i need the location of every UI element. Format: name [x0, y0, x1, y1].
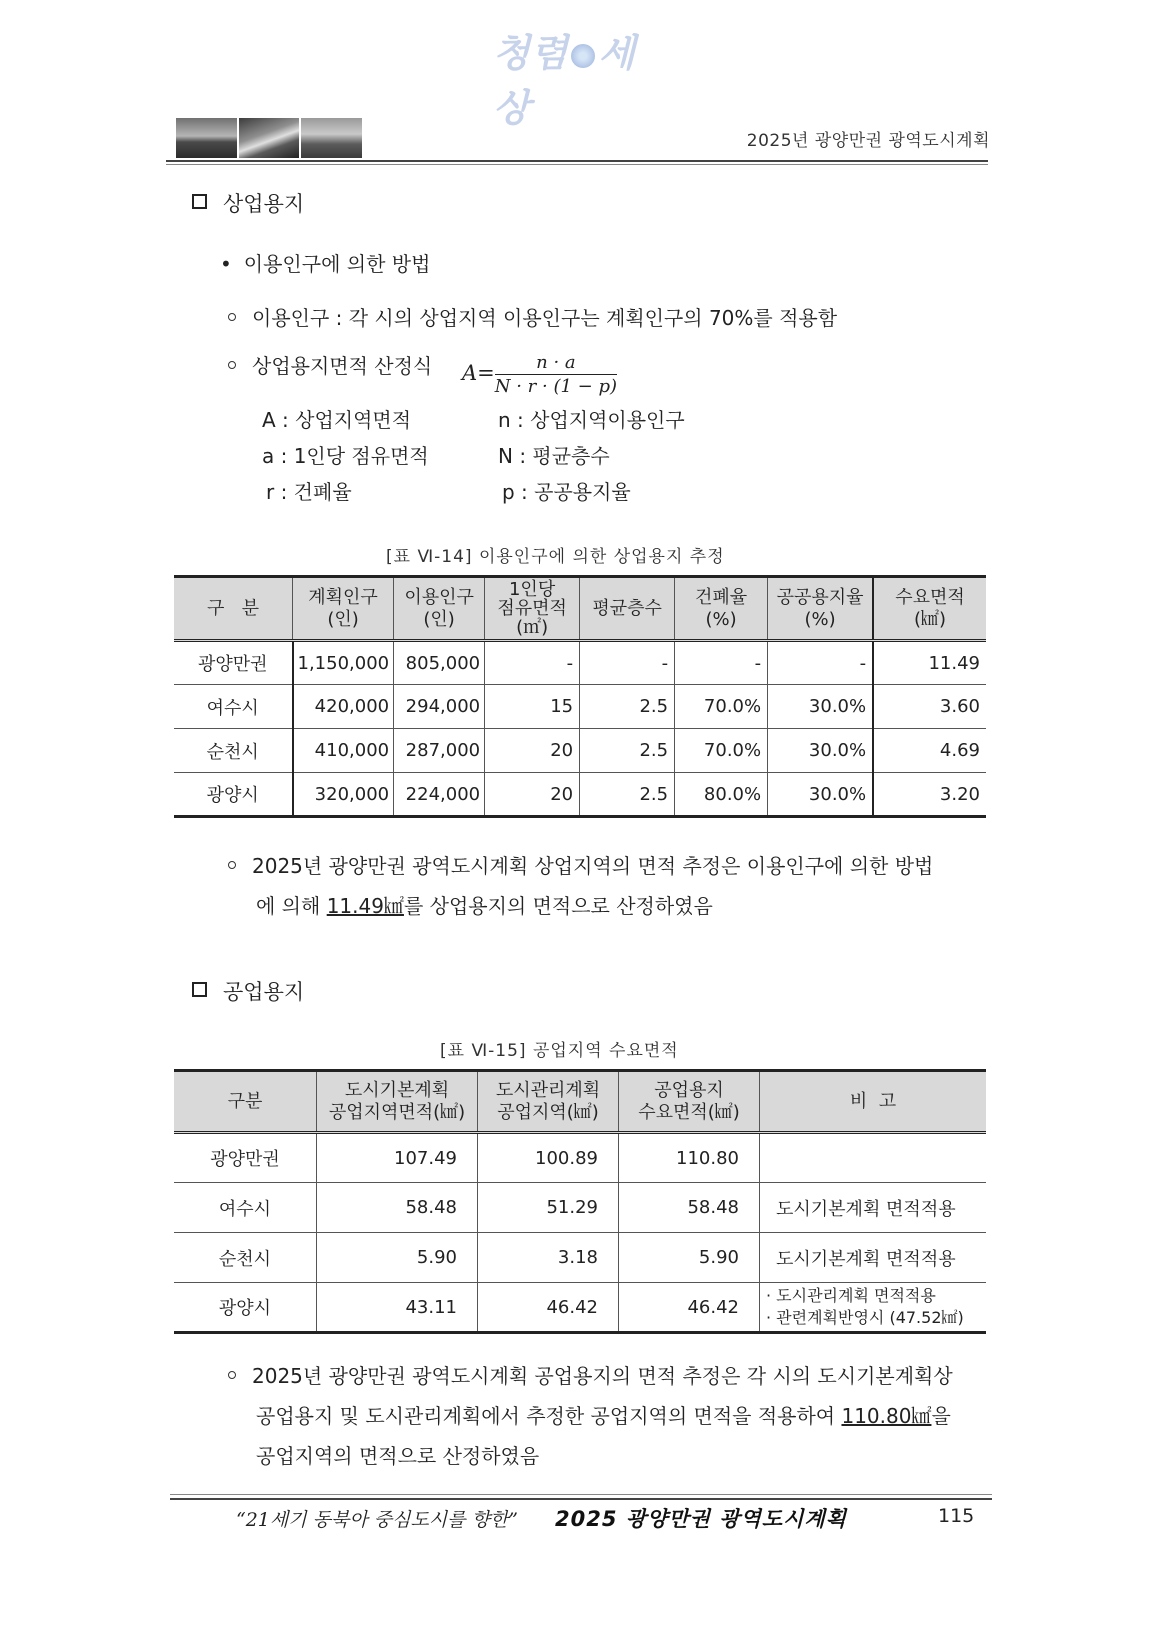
circle-bullet-icon — [228, 861, 236, 869]
cell: 3.60 — [873, 685, 986, 729]
area-formula — [462, 352, 617, 397]
cleanworld-logo — [493, 22, 657, 130]
item-formula-label: 상업용지면적 산정식 — [228, 346, 432, 386]
col-header-plan-pop: 계획인구 (인) — [293, 577, 394, 641]
cell: 광양만권 — [174, 641, 293, 685]
industrial-result-value: 110.80㎢ — [841, 1404, 932, 1428]
cell: 46.42 — [478, 1283, 619, 1333]
checkbox-square-icon — [192, 982, 207, 997]
footer-quote: “21세기 동북아 중심도시를 향한” — [236, 1509, 518, 1531]
section-heading-industrial: 공업용지 — [192, 976, 304, 1006]
circle-bullet-icon — [228, 361, 236, 369]
def-right-2: p : 공공용지율 — [502, 480, 631, 504]
footer-rule-thin — [170, 1494, 992, 1495]
cell: 224,000 — [394, 773, 485, 817]
cell: 광양시 — [174, 773, 293, 817]
cell: 58.48 — [619, 1183, 760, 1233]
industrial-conclusion: 2025년 광양만권 광역도시계획 공업용지의 면적 추정은 각 시의 도시기본계획상 공업용지 및 도시관리계획에서 추정한 공업지역의 면적을 적용하여 110.80㎢을 공업지역의 면적으로 산정하였음 — [228, 1356, 998, 1476]
cell: - — [485, 641, 580, 685]
cell: 15 — [485, 685, 580, 729]
cell: 3.20 — [873, 773, 986, 817]
commercial-table — [174, 575, 986, 818]
cell: 도시기본계획 면적적용 — [760, 1233, 987, 1283]
logo-circle-icon — [571, 44, 595, 68]
cell: - — [768, 641, 874, 685]
cell: 순천시 — [174, 729, 293, 773]
cell: 30.0% — [768, 729, 874, 773]
commercial-result-value: 11.49㎢ — [326, 894, 404, 918]
cell: 43.11 — [317, 1283, 478, 1333]
table-row — [174, 1183, 986, 1233]
cell: 2.5 — [580, 729, 675, 773]
header-photos — [176, 118, 362, 158]
cell: 순천시 — [174, 1233, 317, 1283]
industrial-table — [174, 1069, 986, 1334]
cell: 420,000 — [293, 685, 394, 729]
cell: 2.5 — [580, 773, 675, 817]
header-title: 2025년 광양만권 광역도시계획 — [746, 131, 990, 151]
col-header-public-ratio: 공공용지율 (%) — [768, 577, 874, 641]
col-header-demand-area: 수요면적 (㎢) — [873, 577, 986, 641]
cell: 30.0% — [768, 685, 874, 729]
table-header-row — [174, 577, 986, 641]
bullet-dot-icon: • — [220, 252, 232, 276]
landscape-photo-1 — [176, 118, 237, 158]
def-left-1: a : 1인당 점유면적 — [262, 444, 429, 468]
table-caption-commercial: [표 Ⅵ-14] 이용인구에 의한 상업용지 추정 — [386, 547, 725, 567]
cell: 도시기본계획 면적적용 — [760, 1183, 987, 1233]
cell: 805,000 — [394, 641, 485, 685]
table-row — [174, 729, 986, 773]
cell: 5.90 — [619, 1233, 760, 1283]
cell — [760, 1133, 987, 1183]
circle-bullet-icon — [228, 313, 236, 321]
col-header-remarks: 비 고 — [760, 1071, 987, 1133]
cell: 287,000 — [394, 729, 485, 773]
formula-numerator: n · a — [495, 352, 617, 375]
cell: 여수시 — [174, 685, 293, 729]
cell: 11.49 — [873, 641, 986, 685]
cell: 51.29 — [478, 1183, 619, 1233]
circle-bullet-icon — [228, 1371, 236, 1379]
landscape-photo-2 — [239, 118, 300, 158]
checkbox-square-icon — [192, 194, 207, 209]
col-header-basic-plan-area: 도시기본계획 공업지역면적(㎢) — [317, 1071, 478, 1133]
cell: 5.90 — [317, 1233, 478, 1283]
cell: - — [580, 641, 675, 685]
cell: 320,000 — [293, 773, 394, 817]
col-header-demand-area: 공업용지 수요면적(㎢) — [619, 1071, 760, 1133]
header-rule — [166, 160, 988, 162]
cell: 광양만권 — [174, 1133, 317, 1183]
cell: 70.0% — [675, 685, 768, 729]
page-number: 115 — [938, 1505, 975, 1527]
col-header-area-per-person: 1인당 점유면적 (㎡) — [485, 577, 580, 641]
cell: 294,000 — [394, 685, 485, 729]
def-right-0: n : 상업지역이용인구 — [498, 408, 685, 432]
cell: 3.18 — [478, 1233, 619, 1283]
cell: 70.0% — [675, 729, 768, 773]
cell: 46.42 — [619, 1283, 760, 1333]
cell: 4.69 — [873, 729, 986, 773]
cell: 410,000 — [293, 729, 394, 773]
logo-text-right: 세상 — [493, 31, 637, 130]
col-header-coverage: 건폐율 (%) — [675, 577, 768, 641]
table-row — [174, 1283, 986, 1333]
col-header-category: 구분 — [174, 1071, 317, 1133]
table-row — [174, 1133, 986, 1183]
col-header-avg-floors: 평균층수 — [580, 577, 675, 641]
cell: - — [675, 641, 768, 685]
cell: 1,150,000 — [293, 641, 394, 685]
cell: 20 — [485, 773, 580, 817]
footer-rule — [170, 1498, 992, 1500]
header-rule-thin — [166, 164, 988, 165]
col-header-category: 구 분 — [174, 577, 293, 641]
col-header-use-pop: 이용인구 (인) — [394, 577, 485, 641]
table-caption-industrial: [표 Ⅵ-15] 공업지역 수요면적 — [440, 1041, 679, 1061]
cell: 여수시 — [174, 1183, 317, 1233]
def-left-0: A : 상업지역면적 — [262, 408, 412, 432]
table-row — [174, 685, 986, 729]
cell: 58.48 — [317, 1183, 478, 1233]
landscape-photo-3 — [301, 118, 362, 158]
table-row — [174, 1233, 986, 1283]
cell: 2.5 — [580, 685, 675, 729]
table-header-row — [174, 1071, 986, 1133]
formula-lhs: A= — [462, 361, 495, 385]
table-row — [174, 641, 986, 685]
commercial-conclusion: 2025년 광양만권 광역도시계획 상업지역의 면적 추정은 이용인구에 의한 방법 에 의해 11.49㎢를 상업용지의 면적으로 산정하였음 — [228, 846, 998, 926]
cell: 80.0% — [675, 773, 768, 817]
def-right-1: N : 평균층수 — [498, 444, 610, 468]
formula-denominator: N · r · (1 − p) — [494, 376, 617, 397]
section-heading-commercial: 상업용지 — [192, 188, 304, 218]
col-header-management-plan-area: 도시관리계획 공업지역(㎢) — [478, 1071, 619, 1133]
cell: 30.0% — [768, 773, 874, 817]
cell: 100.89 — [478, 1133, 619, 1183]
bullet-method: • 이용인구에 의한 방법 — [220, 252, 431, 276]
cell: 20 — [485, 729, 580, 773]
table-row — [174, 773, 986, 817]
cell: 110.80 — [619, 1133, 760, 1183]
def-left-2: r : 건폐율 — [266, 480, 352, 504]
cell: 107.49 — [317, 1133, 478, 1183]
logo-text-left: 청렴 — [493, 31, 569, 75]
footer-title: 2025 광양만권 광역도시계획 — [555, 1507, 847, 1531]
cell: 광양시 — [174, 1283, 317, 1333]
item-population: 이용인구 : 각 시의 상업지역 이용인구는 계획인구의 70%를 적용함 — [228, 298, 837, 338]
cell: · 도시관리계획 면적적용 · 관련계획반영시 (47.52㎢) — [760, 1283, 987, 1333]
